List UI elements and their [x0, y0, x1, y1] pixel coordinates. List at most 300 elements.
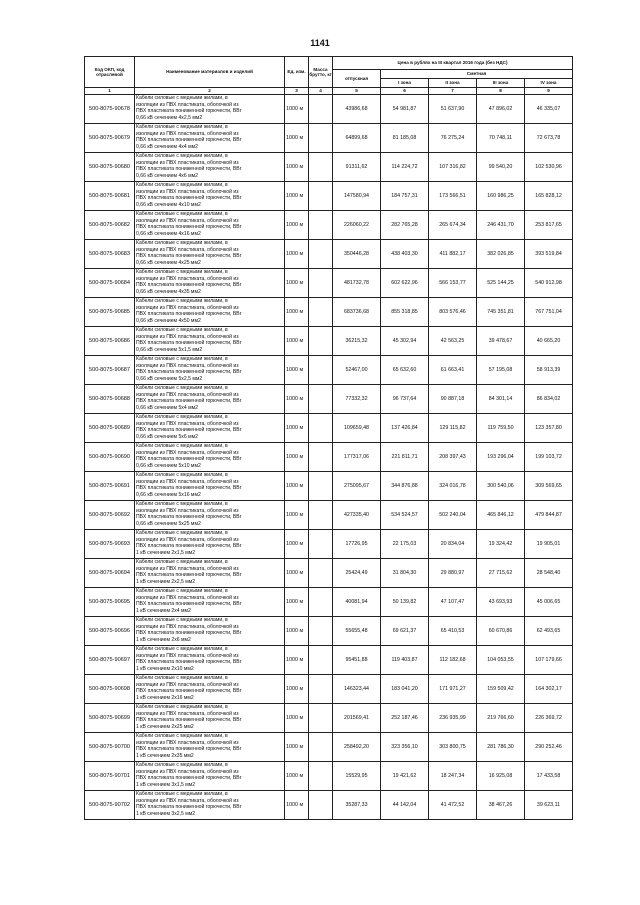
row-name-line: ПВХ пластиката пониженной горючести, ВВг	[136, 427, 242, 434]
row-name-line: 1 кВ сечением 2х4 мм2	[136, 607, 191, 614]
row-unit: 1000 м	[285, 588, 309, 617]
row-price-zone-1: 221 811,71	[381, 443, 429, 472]
row-price-zone-3: 193 296,04	[477, 443, 525, 472]
row-name-line: Кабели силовые с медными жилами, в	[136, 675, 228, 681]
row-code: 500-8075-90688	[85, 385, 135, 414]
header-unit: Ед. изм.	[285, 57, 309, 88]
row-price-zone-2: 107 316,82	[429, 153, 477, 182]
row-price-zone-3: 465 846,12	[477, 501, 525, 530]
row-unit: 1000 м	[285, 704, 309, 733]
row-mass	[309, 124, 333, 153]
row-name-line: 1 кВ сечением 2х10 мм2	[136, 665, 194, 672]
row-unit: 1000 м	[285, 356, 309, 385]
row-code: 500-8075-90697	[85, 646, 135, 675]
row-name	[135, 414, 285, 443]
row-price-release: 43986,68	[333, 95, 381, 124]
row-price-zone-1: 50 139,82	[381, 588, 429, 617]
row-price-release: 147580,94	[333, 182, 381, 211]
row-price-zone-1: 184 757,31	[381, 182, 429, 211]
row-name-line: 0,66 кВ сечением 4х2,5 мм2	[136, 114, 203, 121]
row-name	[135, 240, 285, 269]
row-price-zone-1: 31 804,30	[381, 559, 429, 588]
row-mass	[309, 646, 333, 675]
row-name	[135, 124, 285, 153]
row-price-release: 226060,22	[333, 211, 381, 240]
header-zone-2: II зона	[429, 79, 477, 88]
row-price-zone-3: 19 324,42	[477, 530, 525, 559]
row-code: 500-8075-90678	[85, 95, 135, 124]
column-number: 7	[429, 88, 477, 95]
row-price-zone-3: 525 144,25	[477, 269, 525, 298]
header-name: Наименование материалов и изделий	[135, 57, 285, 88]
row-code: 500-8075-90686	[85, 327, 135, 356]
row-price-zone-4: 58 913,39	[525, 356, 573, 385]
row-unit: 1000 м	[285, 211, 309, 240]
row-code: 500-8075-90700	[85, 733, 135, 762]
row-unit: 1000 м	[285, 762, 309, 791]
row-name-line: Кабели силовые с медными жилами, в	[136, 646, 228, 652]
row-price-zone-4: 290 252,46	[525, 733, 573, 762]
row-code: 500-8075-90683	[85, 240, 135, 269]
row-name-line: изоляции из ПВХ пластиката, оболочкой из	[136, 652, 239, 659]
row-mass	[309, 675, 333, 704]
row-price-zone-2: 42 563,25	[429, 327, 477, 356]
row-name	[135, 443, 285, 472]
table-row	[85, 501, 573, 530]
row-name-line: Кабели силовые с медными жилами, в	[136, 733, 228, 739]
row-price-zone-4: 46 335,07	[525, 95, 573, 124]
row-price-release: 350446,28	[333, 240, 381, 269]
page-number: 1141	[310, 38, 330, 48]
table-row	[85, 472, 573, 501]
row-name	[135, 530, 285, 559]
row-name-line: 0,66 кВ сечением 4х10 мм2	[136, 201, 201, 208]
row-price-zone-4: 767 751,04	[525, 298, 573, 327]
row-mass	[309, 356, 333, 385]
row-name-line: ПВХ пластиката пониженной горючести, ВВг	[136, 456, 242, 463]
row-unit: 1000 м	[285, 559, 309, 588]
row-price-release: 109659,48	[333, 414, 381, 443]
row-name-line: 0,66 кВ сечением 4х50 мм2	[136, 317, 201, 324]
row-name-line: 1 кВ сечением 2х1,5 мм2	[136, 549, 196, 556]
table-row	[85, 675, 573, 704]
row-unit: 1000 м	[285, 153, 309, 182]
row-name-line: ПВХ пластиката пониженной горючести, ВВг	[136, 485, 242, 492]
row-price-release: 201569,41	[333, 704, 381, 733]
row-price-zone-4: 479 844,87	[525, 501, 573, 530]
row-price-zone-2: 41 472,52	[429, 791, 477, 820]
row-price-zone-2: 171 971,27	[429, 675, 477, 704]
row-unit: 1000 м	[285, 269, 309, 298]
table-row	[85, 559, 573, 588]
row-name-line: Кабели силовые с медными жилами, в	[136, 182, 228, 188]
column-number: 4	[309, 88, 333, 95]
row-mass	[309, 443, 333, 472]
row-price-zone-4: 86 834,02	[525, 385, 573, 414]
header-zone-3: III зона	[477, 79, 525, 88]
row-price-zone-2: 18 247,34	[429, 762, 477, 791]
row-code: 500-8075-90687	[85, 356, 135, 385]
row-name-line: ПВХ пластиката пониженной горючести, ВВг	[136, 717, 242, 724]
row-name-line: 0,66 кВ сечением 5х2,5 мм2	[136, 375, 203, 382]
row-unit: 1000 м	[285, 675, 309, 704]
row-name-line: 0,66 кВ сечением 5х16 мм2	[136, 491, 201, 498]
row-price-zone-3: 160 986,25	[477, 182, 525, 211]
row-code: 500-8075-90679	[85, 124, 135, 153]
row-price-zone-4: 309 569,65	[525, 472, 573, 501]
table-body	[85, 95, 573, 820]
row-price-zone-2: 61 663,41	[429, 356, 477, 385]
row-name-line: изоляции из ПВХ пластиката, оболочкой из	[136, 768, 239, 775]
row-mass	[309, 153, 333, 182]
row-name	[135, 791, 285, 820]
row-name-line: ПВХ пластиката пониженной горючести, ВВг	[136, 311, 242, 318]
row-name	[135, 298, 285, 327]
row-price-zone-3: 300 540,06	[477, 472, 525, 501]
row-price-zone-1: 45 302,94	[381, 327, 429, 356]
header-release: отпускная	[333, 70, 381, 88]
row-price-zone-1: 54 981,87	[381, 95, 429, 124]
row-unit: 1000 м	[285, 327, 309, 356]
row-price-release: 91311,62	[333, 153, 381, 182]
row-name	[135, 95, 285, 124]
row-price-zone-3: 38 467,26	[477, 791, 525, 820]
row-code: 500-8075-90690	[85, 443, 135, 472]
column-number: 3	[285, 88, 309, 95]
row-name-line: 0,66 кВ сечением 5х6 мм2	[136, 433, 198, 440]
row-name-line: изоляции из ПВХ пластиката, оболочкой из	[136, 391, 239, 398]
row-price-zone-3: 47 896,02	[477, 95, 525, 124]
row-unit: 1000 м	[285, 124, 309, 153]
row-price-zone-1: 137 426,84	[381, 414, 429, 443]
row-price-zone-2: 20 834,04	[429, 530, 477, 559]
row-code: 500-8075-90698	[85, 675, 135, 704]
row-price-zone-2: 65 410,53	[429, 617, 477, 646]
table-row	[85, 733, 573, 762]
row-name-line: 0,66 кВ сечением 5х1,5 мм2	[136, 346, 203, 353]
table-row	[85, 530, 573, 559]
row-name-line: изоляции из ПВХ пластиката, оболочкой из	[136, 739, 239, 746]
row-name	[135, 559, 285, 588]
row-code: 500-8075-90699	[85, 704, 135, 733]
row-mass	[309, 211, 333, 240]
row-name-line: изоляции из ПВХ пластиката, оболочкой из	[136, 681, 239, 688]
row-name	[135, 646, 285, 675]
table-row	[85, 182, 573, 211]
row-price-release: 55655,48	[333, 617, 381, 646]
header-zone-4: IV зона	[525, 79, 573, 88]
table-row	[85, 617, 573, 646]
row-price-zone-2: 236 935,99	[429, 704, 477, 733]
column-number: 8	[477, 88, 525, 95]
table-row	[85, 762, 573, 791]
row-name-line: изоляции из ПВХ пластиката, оболочкой из	[136, 449, 239, 456]
column-number: 6	[381, 88, 429, 95]
row-name-line: Кабели силовые с медными жилами, в	[136, 240, 228, 246]
row-price-zone-2: 76 275,24	[429, 124, 477, 153]
row-name-line: Кабели силовые с медными жилами, в	[136, 298, 228, 304]
row-code: 500-8075-90684	[85, 269, 135, 298]
row-name-line: изоляции из ПВХ пластиката, оболочкой из	[136, 246, 239, 253]
table-row	[85, 327, 573, 356]
row-name-line: ПВХ пластиката пониженной горючести, ВВг	[136, 166, 242, 173]
row-price-zone-1: 344 876,88	[381, 472, 429, 501]
row-price-zone-3: 43 693,93	[477, 588, 525, 617]
header-zone-1: I зона	[381, 79, 429, 88]
row-price-zone-3: 281 786,30	[477, 733, 525, 762]
row-unit: 1000 м	[285, 240, 309, 269]
row-unit: 1000 м	[285, 733, 309, 762]
row-name-line: 1 кВ сечением 2х16 мм2	[136, 694, 194, 701]
row-price-zone-3: 60 670,86	[477, 617, 525, 646]
row-price-zone-1: 114 224,72	[381, 153, 429, 182]
row-price-zone-3: 219 766,60	[477, 704, 525, 733]
row-price-zone-4: 17 433,58	[525, 762, 573, 791]
row-price-zone-2: 90 887,18	[429, 385, 477, 414]
row-name-line: Кабели силовые с медными жилами, в	[136, 588, 228, 594]
header-estimate: Сметная	[381, 70, 573, 79]
row-price-zone-4: 226 369,72	[525, 704, 573, 733]
row-price-zone-4: 72 673,78	[525, 124, 573, 153]
table-row	[85, 791, 573, 820]
row-code: 500-8075-90682	[85, 211, 135, 240]
row-name-line: 0,66 кВ сечением 5х10 мм2	[136, 462, 201, 469]
row-name-line: ПВХ пластиката пониженной горючести, ВВг	[136, 688, 242, 695]
row-mass	[309, 269, 333, 298]
row-price-zone-1: 855 318,85	[381, 298, 429, 327]
column-number: 9	[525, 88, 573, 95]
row-unit: 1000 м	[285, 385, 309, 414]
row-price-zone-4: 45 006,65	[525, 588, 573, 617]
row-price-zone-1: 534 524,57	[381, 501, 429, 530]
row-price-zone-3: 382 026,85	[477, 240, 525, 269]
table-row	[85, 646, 573, 675]
row-price-zone-1: 69 621,37	[381, 617, 429, 646]
row-name-line: ПВХ пластиката пониженной горючести, ВВг	[136, 282, 242, 289]
row-name	[135, 327, 285, 356]
row-price-zone-4: 164 302,17	[525, 675, 573, 704]
row-name-line: изоляции из ПВХ пластиката, оболочкой из	[136, 217, 239, 224]
row-name-line: 0,66 кВ сечением 4х6 мм2	[136, 172, 198, 179]
table-row	[85, 588, 573, 617]
table-row	[85, 704, 573, 733]
row-name-line: изоляции из ПВХ пластиката, оболочкой из	[136, 188, 239, 195]
row-name-line: 1 кВ сечением 3х2,5 мм2	[136, 810, 196, 817]
row-name-line: 1 кВ сечением 3х1,5 мм2	[136, 781, 196, 788]
row-unit: 1000 м	[285, 443, 309, 472]
row-price-release: 146323,44	[333, 675, 381, 704]
header-mass: Масса брутто, кг	[309, 57, 333, 88]
row-name-line: 1 кВ сечением 2х35 мм2	[136, 752, 194, 759]
row-code: 500-8075-90694	[85, 559, 135, 588]
column-number-row	[85, 88, 573, 95]
row-price-zone-2: 29 880,97	[429, 559, 477, 588]
row-price-release: 481732,78	[333, 269, 381, 298]
table-row	[85, 298, 573, 327]
row-price-zone-2: 502 240,04	[429, 501, 477, 530]
row-unit: 1000 м	[285, 646, 309, 675]
row-price-release: 15529,95	[333, 762, 381, 791]
table-row	[85, 240, 573, 269]
row-price-zone-3: 104 053,55	[477, 646, 525, 675]
row-price-zone-4: 107 179,66	[525, 646, 573, 675]
row-name-line: ПВХ пластиката пониженной горючести, ВВг	[136, 804, 242, 811]
row-unit: 1000 м	[285, 530, 309, 559]
row-mass	[309, 501, 333, 530]
row-price-zone-3: 99 540,20	[477, 153, 525, 182]
row-price-release: 35287,33	[333, 791, 381, 820]
row-price-zone-1: 44 142,04	[381, 791, 429, 820]
row-name-line: изоляции из ПВХ пластиката, оболочкой из	[136, 623, 239, 630]
table-row	[85, 356, 573, 385]
row-name-line: 0,66 кВ сечением 4х35 мм2	[136, 288, 201, 295]
row-price-zone-1: 81 185,08	[381, 124, 429, 153]
row-name	[135, 617, 285, 646]
row-name-line: 1 кВ сечением 2х2,5 мм2	[136, 578, 196, 585]
row-unit: 1000 м	[285, 414, 309, 443]
row-price-zone-3: 84 301,14	[477, 385, 525, 414]
row-price-zone-4: 165 828,12	[525, 182, 573, 211]
row-name-line: ПВХ пластиката пониженной горючести, ВВг	[136, 224, 242, 231]
header-price-title: Цена в рублях на III квартал 2016 года (без НДС)	[333, 57, 573, 70]
row-name-line: 0,66 кВ сечением 4х25 мм2	[136, 259, 201, 266]
row-price-release: 64899,68	[333, 124, 381, 153]
row-name-line: изоляции из ПВХ пластиката, оболочкой из	[136, 565, 239, 572]
row-price-zone-4: 28 548,40	[525, 559, 573, 588]
row-unit: 1000 м	[285, 791, 309, 820]
row-name	[135, 704, 285, 733]
row-name-line: изоляции из ПВХ пластиката, оболочкой из	[136, 478, 239, 485]
row-price-zone-2: 112 182,68	[429, 646, 477, 675]
row-price-zone-4: 540 912,98	[525, 269, 573, 298]
row-unit: 1000 м	[285, 617, 309, 646]
row-name	[135, 675, 285, 704]
row-price-release: 52467,00	[333, 356, 381, 385]
row-name	[135, 269, 285, 298]
row-price-zone-1: 22 175,03	[381, 530, 429, 559]
row-price-release: 683736,68	[333, 298, 381, 327]
row-price-zone-2: 566 153,77	[429, 269, 477, 298]
row-mass	[309, 762, 333, 791]
row-price-release: 427335,40	[333, 501, 381, 530]
row-price-zone-1: 323 356,10	[381, 733, 429, 762]
row-price-zone-3: 39 478,67	[477, 327, 525, 356]
column-number: 2	[135, 88, 285, 95]
row-price-zone-2: 324 016,78	[429, 472, 477, 501]
row-price-zone-1: 65 632,60	[381, 356, 429, 385]
row-price-zone-1: 252 187,46	[381, 704, 429, 733]
row-name-line: Кабели силовые с медными жилами, в	[136, 617, 228, 623]
row-name	[135, 501, 285, 530]
row-name-line: Кабели силовые с медными жилами, в	[136, 356, 228, 362]
row-name	[135, 385, 285, 414]
row-price-release: 17726,95	[333, 530, 381, 559]
row-price-zone-2: 265 674,34	[429, 211, 477, 240]
table-row	[85, 95, 573, 124]
row-name-line: ПВХ пластиката пониженной горючести, ВВг	[136, 108, 242, 115]
row-mass	[309, 559, 333, 588]
row-unit: 1000 м	[285, 182, 309, 211]
row-price-zone-4: 199 103,72	[525, 443, 573, 472]
row-price-release: 177317,06	[333, 443, 381, 472]
row-name-line: ПВХ пластиката пониженной горючести, ВВг	[136, 543, 242, 550]
price-table	[84, 56, 573, 820]
table-row	[85, 211, 573, 240]
row-name	[135, 472, 285, 501]
row-name-line: ПВХ пластиката пониженной горючести, ВВг	[136, 195, 242, 202]
row-name-line: Кабели силовые с медными жилами, в	[136, 385, 228, 391]
row-name-line: Кабели силовые с медными жилами, в	[136, 269, 228, 275]
row-unit: 1000 м	[285, 501, 309, 530]
table-row	[85, 153, 573, 182]
table-row	[85, 414, 573, 443]
row-name-line: 1 кВ сечением 2х25 мм2	[136, 723, 194, 730]
row-code: 500-8075-90695	[85, 588, 135, 617]
row-code: 500-8075-90701	[85, 762, 135, 791]
row-name-line: Кабели силовые с медными жилами, в	[136, 414, 228, 420]
row-name-line: ПВХ пластиката пониженной горючести, ВВг	[136, 659, 242, 666]
row-code: 500-8075-90692	[85, 501, 135, 530]
row-name	[135, 182, 285, 211]
row-price-zone-1: 119 403,87	[381, 646, 429, 675]
row-price-zone-2: 51 637,90	[429, 95, 477, 124]
row-code: 500-8075-90693	[85, 530, 135, 559]
row-name-line: изоляции из ПВХ пластиката, оболочкой из	[136, 362, 239, 369]
table-row	[85, 269, 573, 298]
row-name-line: Кабели силовые с медными жилами, в	[136, 559, 228, 565]
row-name-line: ПВХ пластиката пониженной горючести, ВВг	[136, 253, 242, 260]
row-name-line: изоляции из ПВХ пластиката, оболочкой из	[136, 507, 239, 514]
row-price-zone-3: 246 431,70	[477, 211, 525, 240]
row-code: 500-8075-90689	[85, 414, 135, 443]
row-name-line: 0,66 кВ сечением 4х16 мм2	[136, 230, 201, 237]
row-price-zone-4: 253 817,65	[525, 211, 573, 240]
row-price-release: 77332,32	[333, 385, 381, 414]
row-code: 500-8075-90680	[85, 153, 135, 182]
row-price-zone-3: 159 509,42	[477, 675, 525, 704]
row-price-zone-2: 803 576,46	[429, 298, 477, 327]
table-row	[85, 124, 573, 153]
row-price-zone-1: 438 403,30	[381, 240, 429, 269]
row-price-release: 36215,32	[333, 327, 381, 356]
row-mass	[309, 414, 333, 443]
row-mass	[309, 733, 333, 762]
row-name	[135, 733, 285, 762]
row-name-line: изоляции из ПВХ пластиката, оболочкой из	[136, 797, 239, 804]
row-price-zone-4: 62 493,65	[525, 617, 573, 646]
row-name	[135, 211, 285, 240]
table-row	[85, 443, 573, 472]
row-name-line: изоляции из ПВХ пластиката, оболочкой из	[136, 304, 239, 311]
row-name-line: Кабели силовые с медными жилами, в	[136, 124, 228, 130]
row-name-line: ПВХ пластиката пониженной горючести, ВВг	[136, 514, 242, 521]
row-code: 500-8075-90685	[85, 298, 135, 327]
row-name-line: ПВХ пластиката пониженной горючести, ВВг	[136, 398, 242, 405]
row-price-zone-4: 39 623,11	[525, 791, 573, 820]
row-name-line: ПВХ пластиката пониженной горючести, ВВг	[136, 369, 242, 376]
row-price-release: 258492,20	[333, 733, 381, 762]
row-mass	[309, 240, 333, 269]
row-price-zone-4: 123 357,80	[525, 414, 573, 443]
row-name-line: изоляции из ПВХ пластиката, оболочкой из	[136, 594, 239, 601]
row-price-zone-2: 47 107,47	[429, 588, 477, 617]
row-code: 500-8075-90691	[85, 472, 135, 501]
row-name-line: Кабели силовые с медными жилами, в	[136, 153, 228, 159]
row-price-zone-3: 57 195,08	[477, 356, 525, 385]
row-unit: 1000 м	[285, 298, 309, 327]
row-price-zone-2: 411 882,17	[429, 240, 477, 269]
header-code: Код ОКП, код отраслевой	[85, 57, 135, 88]
